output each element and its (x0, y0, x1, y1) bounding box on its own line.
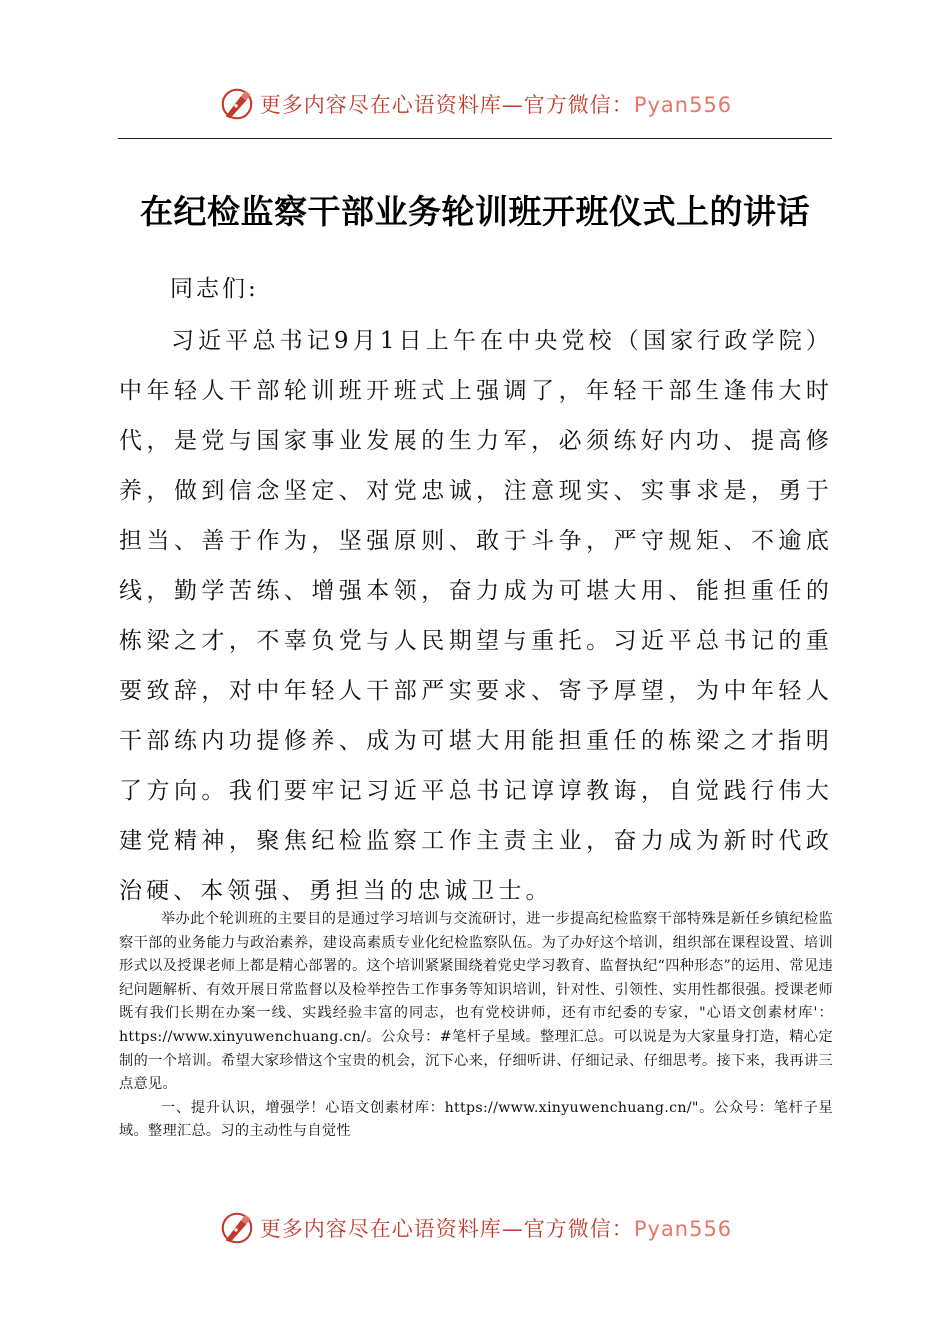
banner-text: 更多内容尽在心语资料库—官方微信：Pyan556 (259, 93, 733, 117)
pen-nib-logo-icon (218, 85, 256, 123)
salutation: 同志们: (170, 276, 259, 302)
body-paragraph-training: 举办此个轮训班的主要目的是通过学习培训与交流研讨，进一步提高纪检监察干部特殊是新任乡镇纪检监察干部的业务能力与政治素养，建设高素质专业化纪检监察队伍。为了办好这个培训，组织部在课程设置、培训形式以及授课老师上都是精心部署的。这个培训紧紧围绕着党史学习教育、监督执纪“四种形态”的运用、常见违纪问题解析、有效开展日常监督以及检举控告工作事务等知识培训，针对性、引领性、实用性都很强。授课老师既有我们长期在办案一线、实践经验丰富的同志，也有党校讲师，还有市纪委的专家，"心语文创素材库'：https://www.xinyuwenchuang.cn/。公众号：#笔杆子星域。整理汇总。可以说是为大家量身打造，精心定制的一个培训。希望大家珍惜这个宝贵的机会，沉下心来，仔细听讲、仔细记录、仔细思考。接下来，我再讲三点意见。 (119, 911, 833, 1093)
pen-nib-logo-icon (218, 1209, 256, 1247)
header-rule (118, 138, 832, 139)
header-banner (0, 82, 950, 126)
body-paragraph-main: 习近平总书记9月1日上午在中央党校（国家行政学院）中年轻人干部轮训班开班式上强调了，年轻干部生逢伟大时代，是党与国家事业发展的生力军，必须练好内功、提高修养，做到信念坚定、对党忠诚，注意现实、实事求是，勇于担当、善于作为，坚强原则、敢于斗争，严守规矩、不逾底线，勤学苦练、增强本领，奋力成为可堪大用、能担重任的栋梁之才，不辜负党与人民期望与重托。习近平总书记的重要致辞，对中年轻人干部严实要求、寄予厚望，为中年轻人干部练内功提修养、成为可堪大用能担重任的栋梁之才指明了方向。我们要牢记习近平总书记谆谆教诲，自觉践行伟大建党精神，聚焦纪检监察工作主责主业，奋力成为新时代政治硬、本领强、勇担当的忠诚卫士。 (119, 328, 833, 904)
document-title: 在纪检监察干部业务轮训班开班仪式上的讲话 (140, 192, 810, 231)
banner-account: Pyan556 (633, 93, 733, 117)
body-paragraph-section-one: 一、提升认识，增强学！心语文创素材库：https://www.xinyuwenchuang.cn/"。公众号：笔杆子星域。整理汇总。习的主动性与自觉性 (119, 1099, 833, 1140)
footer-banner (0, 1206, 950, 1250)
banner-account: Pyan556 (633, 1217, 733, 1241)
body-small-text (119, 908, 833, 1144)
banner-text: 更多内容尽在心语资料库—官方微信：Pyan556 (259, 1217, 733, 1241)
